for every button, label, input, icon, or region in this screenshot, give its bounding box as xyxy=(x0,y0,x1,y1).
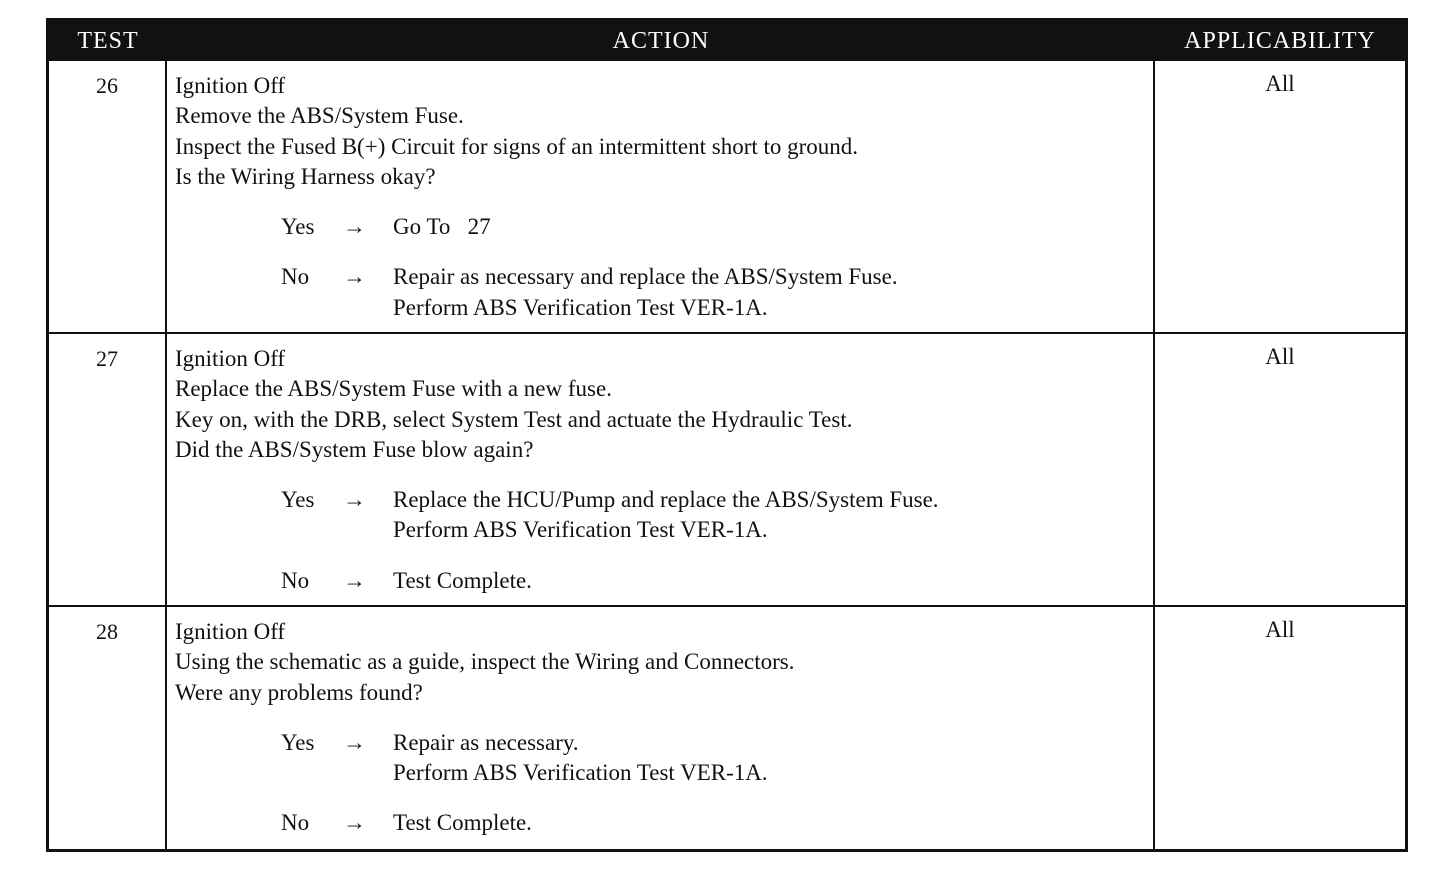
result-line: Perform ABS Verification Test VER-1A. xyxy=(393,294,768,320)
no-result xyxy=(393,262,898,323)
action-cell xyxy=(167,607,1155,849)
yes-branch xyxy=(175,728,1153,789)
arrow-icon: → xyxy=(343,264,366,290)
action-step: Using the schematic as a guide, inspect the Wiring and Connectors. xyxy=(175,649,795,675)
applicability-cell: All xyxy=(1265,344,1295,369)
arrow-icon: → xyxy=(343,487,366,513)
no-branch xyxy=(175,566,1153,596)
action-step: Is the Wiring Harness okay? xyxy=(175,163,436,189)
table-row xyxy=(49,332,1405,605)
action-step: Ignition Off xyxy=(175,73,286,98)
yes-label: Yes xyxy=(281,729,315,755)
action-cell xyxy=(167,61,1155,332)
action-steps xyxy=(175,71,1153,192)
test-number: 28 xyxy=(49,607,167,849)
result-line: Repair as necessary and replace the ABS/System Fuse. xyxy=(393,264,898,290)
no-label: No xyxy=(281,567,310,593)
result-line: Test Complete. xyxy=(393,567,532,593)
result-line: Perform ABS Verification Test VER-1A. xyxy=(393,760,768,786)
action-step: Replace the ABS/System Fuse with a new fuse. xyxy=(175,376,612,402)
yes-result xyxy=(393,728,768,789)
action-steps xyxy=(175,344,1153,465)
yes-result xyxy=(393,212,491,242)
result-line: Repair as necessary. xyxy=(393,729,579,755)
no-branch xyxy=(175,808,1153,838)
arrow-icon: → xyxy=(343,214,366,240)
test-number: 26 xyxy=(49,61,167,332)
header-test: TEST xyxy=(77,27,139,54)
header-applicability: APPLICABILITY xyxy=(1184,27,1376,54)
applicability-cell: All xyxy=(1265,71,1295,96)
action-step: Remove the ABS/System Fuse. xyxy=(175,103,464,129)
action-steps xyxy=(175,617,1153,708)
yes-branch xyxy=(175,212,1153,242)
arrow-icon: → xyxy=(343,810,366,836)
yes-label: Yes xyxy=(281,214,315,240)
action-step: Were any problems found? xyxy=(175,679,423,705)
result-line: Replace the HCU/Pump and replace the ABS/System Fuse. xyxy=(393,487,939,513)
table-row xyxy=(49,61,1405,332)
action-step: Did the ABS/System Fuse blow again? xyxy=(175,436,534,462)
action-step: Ignition Off xyxy=(175,346,286,371)
action-step: Ignition Off xyxy=(175,619,286,644)
diagnostic-table xyxy=(46,18,1408,852)
yes-label: Yes xyxy=(281,487,315,513)
applicability-cell: All xyxy=(1265,617,1295,642)
action-step: Key on, with the DRB, select System Test and actuate the Hydraulic Test. xyxy=(175,406,853,432)
action-step: Inspect the Fused B(+) Circuit for signs of an intermittent short to ground. xyxy=(175,133,859,159)
yes-result xyxy=(393,485,939,546)
yes-branch xyxy=(175,485,1153,546)
no-result xyxy=(393,808,532,838)
no-branch xyxy=(175,262,1153,323)
table-header xyxy=(49,21,1405,61)
arrow-icon: → xyxy=(343,729,366,755)
action-cell xyxy=(167,334,1155,605)
no-label: No xyxy=(281,810,310,836)
header-action: ACTION xyxy=(612,27,710,54)
no-label: No xyxy=(281,264,310,290)
test-number: 27 xyxy=(49,334,167,605)
result-line: Perform ABS Verification Test VER-1A. xyxy=(393,517,768,543)
table-row xyxy=(49,605,1405,849)
arrow-icon: → xyxy=(343,567,366,593)
no-result xyxy=(393,566,532,596)
result-line: Go To 27 xyxy=(393,214,491,240)
result-line: Test Complete. xyxy=(393,810,532,836)
